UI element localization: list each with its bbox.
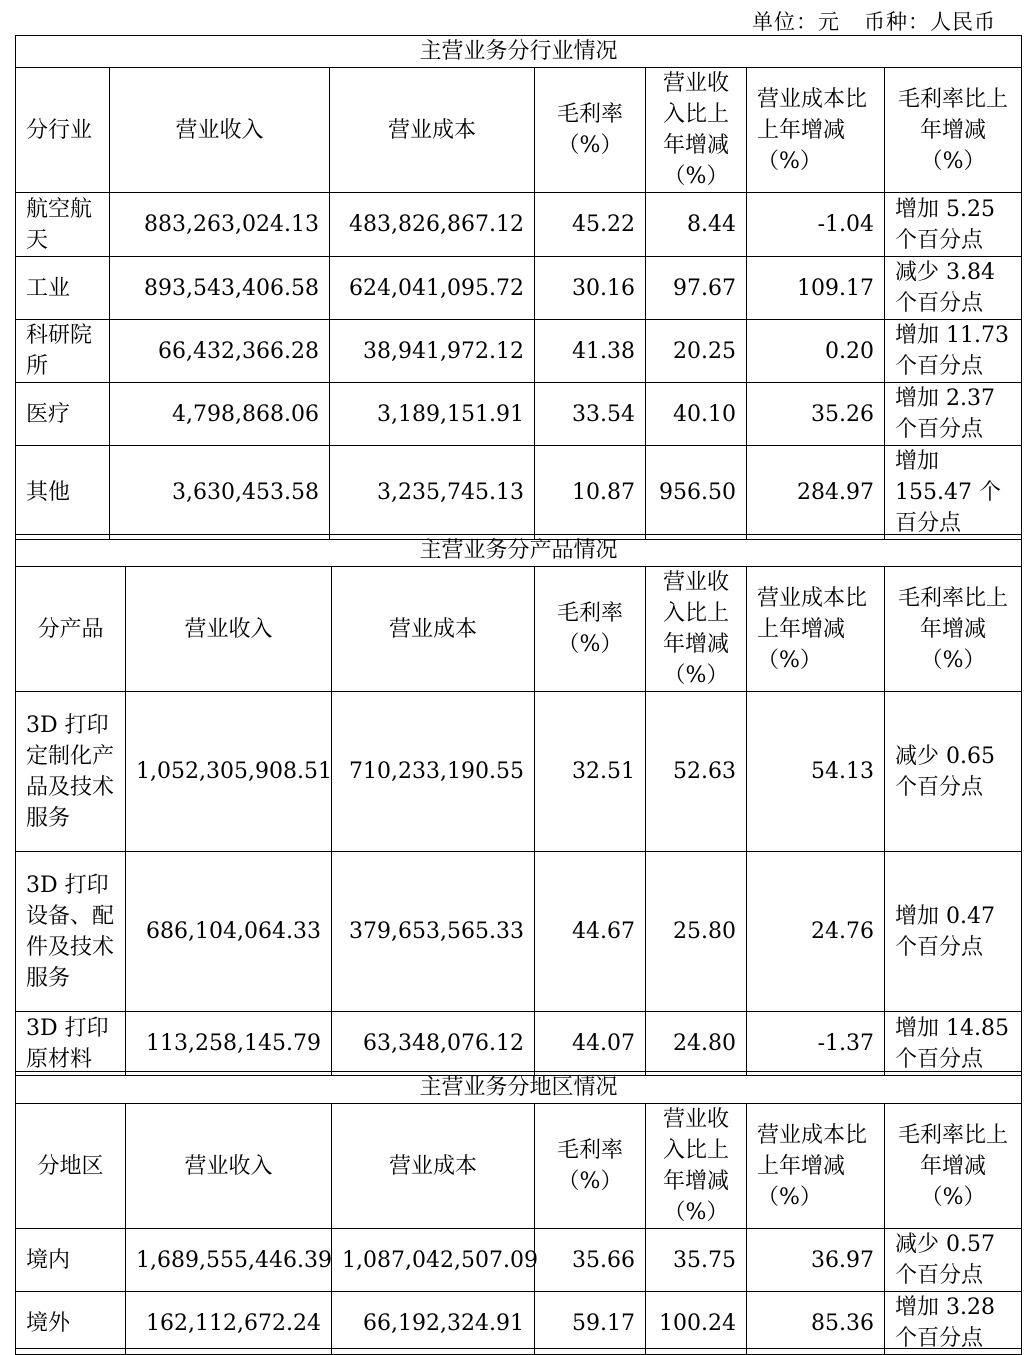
table-row (16, 446, 1022, 540)
cost-cell: 3,235,745.13 (330, 446, 535, 540)
product-section-title: 主营业务分产品情况 (16, 535, 1022, 567)
header-rev-change: 营业收入比上年增减（%） (646, 1104, 747, 1229)
table-row (16, 383, 1022, 446)
row-label: 3D 打印定制化产品及技术服务 (16, 692, 126, 852)
margin-change-cell: 增加 0.47 个百分点 (885, 852, 1022, 1012)
row-label: 境内 (16, 1229, 126, 1292)
cost-change-cell: 35.26 (747, 383, 885, 446)
header-cost: 营业成本 (332, 1104, 535, 1229)
margin-change-cell: 增加 5.25 个百分点 (885, 193, 1022, 257)
region-section-title: 主营业务分地区情况 (16, 1072, 1022, 1104)
header-margin-change: 毛利率比上年增减（%） (885, 567, 1022, 692)
margin-change-cell: 减少 0.65 个百分点 (885, 692, 1022, 852)
margin-change-cell: 增加 14.85 个百分点 (885, 1012, 1022, 1076)
margin-cell: 30.16 (535, 257, 646, 320)
revenue-cell: 1,052,305,908.51 (126, 692, 332, 852)
revenue-cell: 893,543,406.58 (110, 257, 330, 320)
header-cost-change: 营业成本比上年增减（%） (747, 68, 885, 193)
rev-change-cell: 52.63 (646, 692, 747, 852)
revenue-cell: 162,112,672.24 (126, 1292, 332, 1355)
header-cost: 营业成本 (332, 567, 535, 692)
rev-change-cell: 20.25 (646, 320, 747, 383)
row-label: 境外 (16, 1292, 126, 1355)
cost-cell: 38,941,972.12 (330, 320, 535, 383)
margin-cell: 35.66 (535, 1229, 646, 1292)
header-cost-change: 营业成本比上年增减（%） (747, 567, 885, 692)
cost-change-cell: -1.04 (747, 193, 885, 257)
row-label: 3D 打印原材料 (16, 1012, 126, 1076)
revenue-cell: 686,104,064.33 (126, 852, 332, 1012)
header-rev-change: 营业收入比上年增减（%） (646, 567, 747, 692)
header-revenue: 营业收入 (126, 567, 332, 692)
header-margin-change: 毛利率比上年增减（%） (885, 1104, 1022, 1229)
cost-cell: 710,233,190.55 (332, 692, 535, 852)
table-row (16, 257, 1022, 320)
revenue-cell: 1,689,555,446.39 (126, 1229, 332, 1292)
table-row (16, 692, 1022, 852)
cost-cell: 1,087,042,507.09 (332, 1229, 535, 1292)
revenue-cell: 4,798,868.06 (110, 383, 330, 446)
cost-change-cell: 24.76 (747, 852, 885, 1012)
table-row (16, 1229, 1022, 1292)
header-cost-change: 营业成本比上年增减（%） (747, 1104, 885, 1229)
header-margin-change: 毛利率比上年增减（%） (885, 68, 1022, 193)
margin-change-cell: 增加 3.28 个百分点 (885, 1292, 1022, 1355)
table-row (16, 1292, 1022, 1355)
row-label: 科研院所 (16, 320, 110, 383)
table-row (16, 320, 1022, 383)
currency-label: 币种：人民币 (864, 10, 996, 34)
margin-change-cell: 增加 2.37 个百分点 (885, 383, 1022, 446)
row-label: 工业 (16, 257, 110, 320)
industry-label-header: 分行业 (16, 68, 110, 193)
header-rev-change: 营业收入比上年增减（%） (646, 68, 747, 193)
row-label: 医疗 (16, 383, 110, 446)
margin-cell: 41.38 (535, 320, 646, 383)
region-table (15, 1071, 1022, 1355)
cost-change-cell: 85.36 (747, 1292, 885, 1355)
industry-table (15, 35, 1022, 540)
margin-cell: 45.22 (535, 193, 646, 257)
rev-change-cell: 100.24 (646, 1292, 747, 1355)
margin-change-cell: 减少 0.57 个百分点 (885, 1229, 1022, 1292)
cost-cell: 3,189,151.91 (330, 383, 535, 446)
region-label-header: 分地区 (16, 1104, 126, 1229)
cost-cell: 483,826,867.12 (330, 193, 535, 257)
margin-cell: 32.51 (535, 692, 646, 852)
header-margin: 毛利率（%） (535, 1104, 646, 1229)
cost-cell: 379,653,565.33 (332, 852, 535, 1012)
revenue-cell: 3,630,453.58 (110, 446, 330, 540)
cost-change-cell: -1.37 (747, 1012, 885, 1076)
cost-change-cell: 36.97 (747, 1229, 885, 1292)
header-revenue: 营业收入 (126, 1104, 332, 1229)
table-row (16, 1012, 1022, 1076)
margin-change-cell: 增加 11.73 个百分点 (885, 320, 1022, 383)
row-label: 3D 打印设备、配件及技术服务 (16, 852, 126, 1012)
rev-change-cell: 40.10 (646, 383, 747, 446)
cost-change-cell: 109.17 (747, 257, 885, 320)
header-cost: 营业成本 (330, 68, 535, 193)
product-label-header: 分产品 (16, 567, 126, 692)
cost-cell: 63,348,076.12 (332, 1012, 535, 1076)
cost-change-cell: 54.13 (747, 692, 885, 852)
revenue-cell: 66,432,366.28 (110, 320, 330, 383)
margin-change-cell: 增加 155.47 个百分点 (885, 446, 1022, 540)
margin-cell: 33.54 (535, 383, 646, 446)
margin-cell: 44.07 (535, 1012, 646, 1076)
header-margin: 毛利率（%） (535, 567, 646, 692)
cost-change-cell: 0.20 (747, 320, 885, 383)
rev-change-cell: 8.44 (646, 193, 747, 257)
product-table (15, 534, 1022, 1076)
margin-cell: 10.87 (535, 446, 646, 540)
header-revenue: 营业收入 (110, 68, 330, 193)
rev-change-cell: 25.80 (646, 852, 747, 1012)
industry-section-title: 主营业务分行业情况 (16, 36, 1022, 68)
unit-label: 单位：元 (752, 10, 840, 34)
rev-change-cell: 35.75 (646, 1229, 747, 1292)
cost-cell: 66,192,324.91 (332, 1292, 535, 1355)
rev-change-cell: 956.50 (646, 446, 747, 540)
revenue-cell: 113,258,145.79 (126, 1012, 332, 1076)
margin-change-cell: 减少 3.84 个百分点 (885, 257, 1022, 320)
row-label: 航空航天 (16, 193, 110, 257)
rev-change-cell: 97.67 (646, 257, 747, 320)
margin-cell: 59.17 (535, 1292, 646, 1355)
row-label: 其他 (16, 446, 110, 540)
cost-cell: 624,041,095.72 (330, 257, 535, 320)
table-row (16, 852, 1022, 1012)
cost-change-cell: 284.97 (747, 446, 885, 540)
table-row (16, 193, 1022, 257)
unit-line (752, 6, 996, 36)
revenue-cell: 883,263,024.13 (110, 193, 330, 257)
rev-change-cell: 24.80 (646, 1012, 747, 1076)
header-margin: 毛利率（%） (535, 68, 646, 193)
margin-cell: 44.67 (535, 852, 646, 1012)
